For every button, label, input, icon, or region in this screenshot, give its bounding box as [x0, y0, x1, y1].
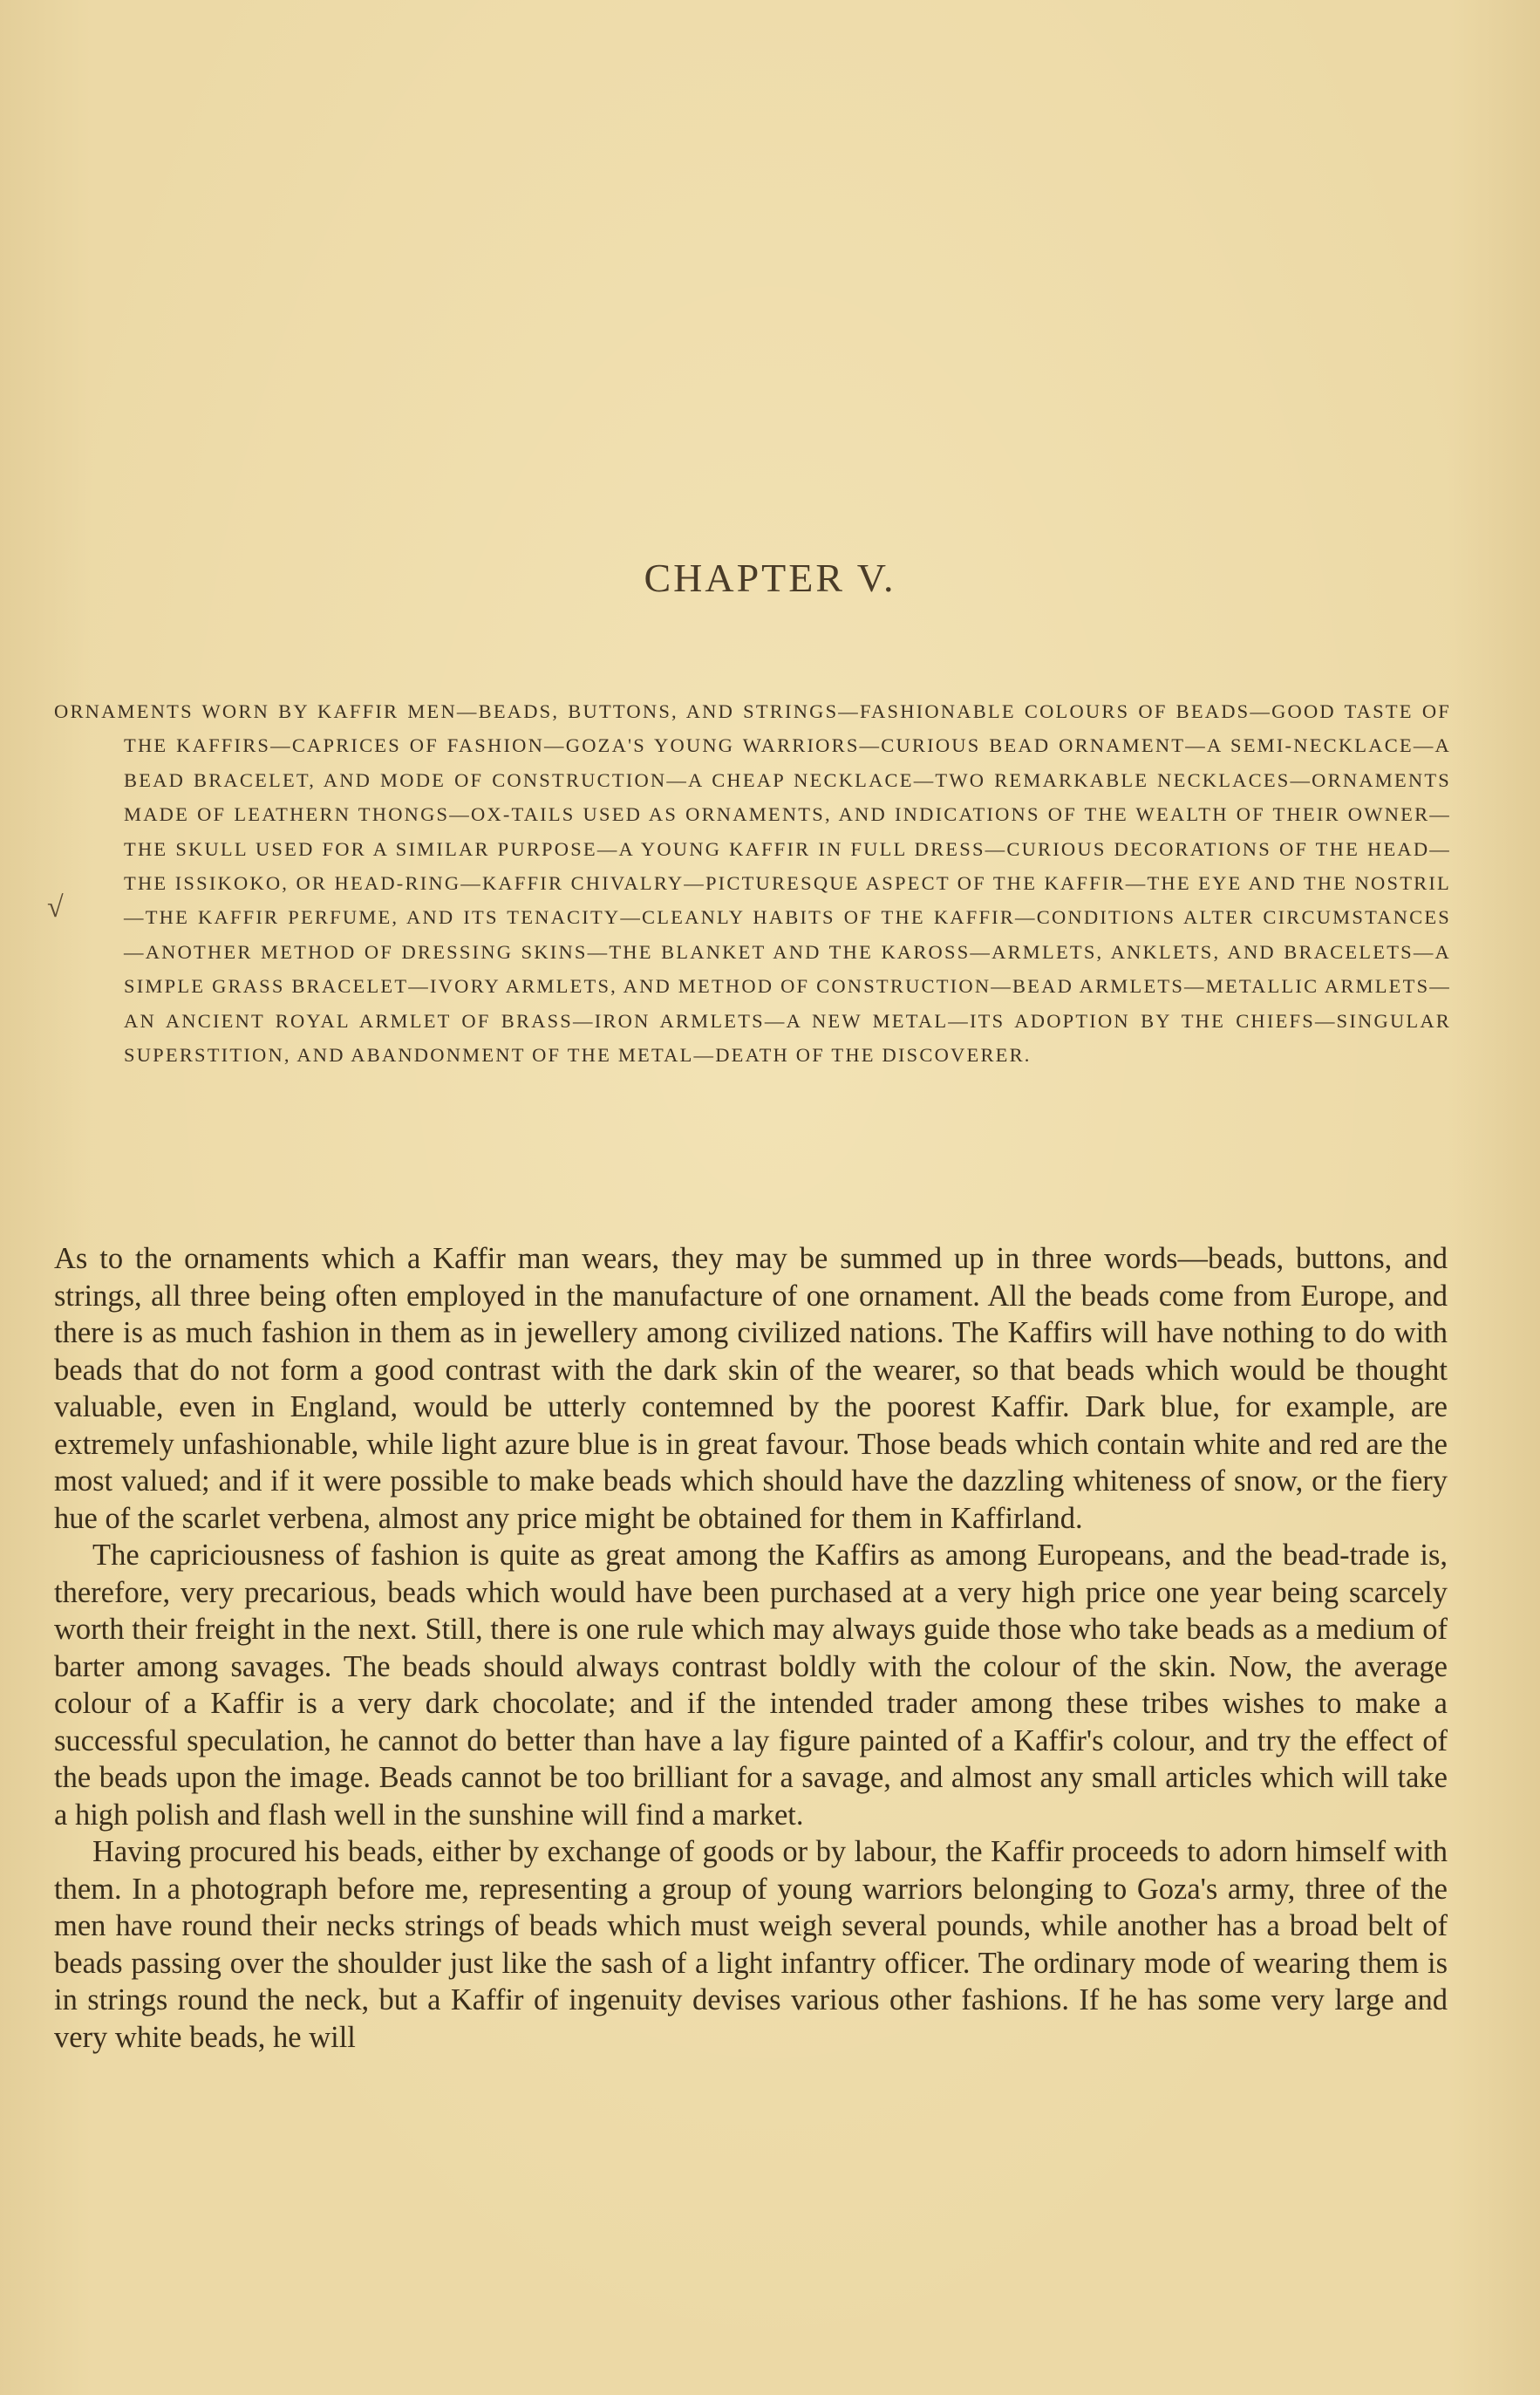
body-paragraph-1: As to the ornaments which a Kaffir man wears, they may be summed up in three words—beads, buttons, and strings, all three being often employed in the manufacture of one ornament. All the beads come from Europe, and there is as much fashion in them as in jewellery among civilized nations. The Kaffirs will have nothing to do with beads that do not form a good contrast with the dark skin of the wearer, so that beads which would be thought valuable, even in England, would be utterly contemned by the poorest Kaffir. Dark blue, for example, are extremely unfashionable, while light azure blue is in great favour. Those beads which contain white and red are the most valued; and if it were possible to make beads which should have the dazzling whiteness of snow, or the fiery hue of the scarlet verbena, almost any price might be obtained for them in Kaffirland.	[54, 1242, 1448, 1535]
chapter-title: CHAPTER V.	[644, 556, 896, 600]
body-paragraph-3: Having procured his beads, either by exchange of goods or by labour, the Kaffir proceeds to adorn himself with them. In a photograph before me, representing a group of young warriors belonging to Goza's army, three of the men have round their necks strings of beads which must weigh several pounds, while another has a broad belt of beads passing over the shoulder just like the sash of a light infantry officer. The ordinary mode of wearing them is in strings round the neck, but a Kaffir of ingenuity devises various other fashions. If he has some very large and very white beads, he will	[54, 1835, 1448, 2054]
chapter-body	[54, 1240, 1448, 2056]
chapter-summary-text: ORNAMENTS WORN BY KAFFIR MEN—BEADS, BUTTONS, AND STRINGS—FASHIONABLE COLOURS OF BEADS—GOOD TASTE OF THE KAFFIRS—CAPRICES OF FASHION—GOZA'S YOUNG WARRIORS—CURIOUS BEAD ORNAMENT—A SEMI-NECKLACE—A BEAD BRACELET, AND MODE OF CONSTRUCTION—A CHEAP NECKLACE—TWO REMARKABLE NECKLACES—ORNAMENTS MADE OF LEATHERN THONGS—OX-TAILS USED AS ORNAMENTS, AND INDICATIONS OF THE WEALTH OF THEIR OWNER—THE SKULL USED FOR A SIMILAR PURPOSE—A YOUNG KAFFIR IN FULL DRESS—CURIOUS DECORATIONS OF THE HEAD—THE ISSIKOKO, OR HEAD-RING—KAFFIR CHIVALRY—PICTURESQUE ASPECT OF THE KAFFIR—THE EYE AND THE NOSTRIL—THE KAFFIR PERFUME, AND ITS TENACITY—CLEANLY HABITS OF THE KAFFIR—CONDITIONS ALTER CIRCUMSTANCES—ANOTHER METHOD OF DRESSING SKINS—THE BLANKET AND THE KAROSS—ARMLETS, ANKLETS, AND BRACELETS—A SIMPLE GRASS BRACELET—IVORY ARMLETS, AND METHOD OF CONSTRUCTION—BEAD ARMLETS—METALLIC ARMLETS—AN ANCIENT ROYAL ARMLET OF BRASS—IRON ARMLETS—A NEW METAL—ITS ADOPTION BY THE CHIEFS—SINGULAR SUPERSTITION, AND ABANDONMENT OF THE METAL—DEATH OF THE DISCOVERER.	[54, 700, 1451, 1067]
margin-check-mark: √	[47, 891, 64, 924]
body-paragraph-2: The capriciousness of fashion is quite as great among the Kaffirs as among Europeans, and the bead-trade is, therefore, very precarious, beads which would have been purchased at a very high price one year being scarcely worth their freight in the next. Still, there is one rule which may always guide those who take beads as a medium of barter among savages. The beads should always contrast boldly with the colour of the skin. Now, the average colour of a Kaffir is a very dark chocolate; and if the intended trader among these tribes wishes to make a successful speculation, he cannot do better than have a lay figure painted of a Kaffir's colour, and try the effect of the beads upon the image. Beads cannot be too brilliant for a savage, and almost any small articles which will take a high polish and flash well in the sunshine will find a market.	[54, 1539, 1448, 1832]
chapter-summary	[54, 694, 1451, 1072]
